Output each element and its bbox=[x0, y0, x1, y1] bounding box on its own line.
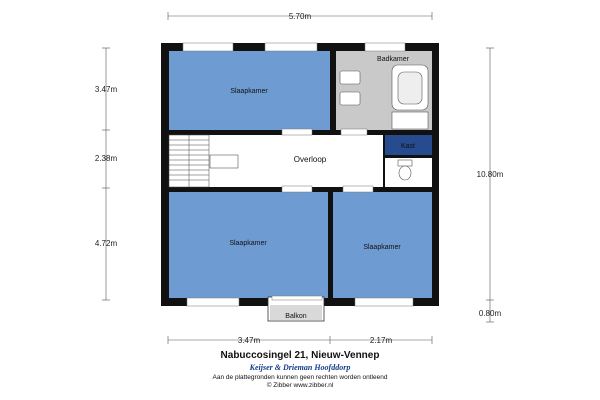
copyright-text: © Zibber www.zibber.nl bbox=[266, 382, 334, 389]
bottom-right-label: 2.17m bbox=[369, 336, 393, 345]
right-dimension-line bbox=[486, 48, 494, 322]
left-bottom-label: 4.72m bbox=[94, 239, 118, 248]
address-title: Nabuccosingel 21, Nieuw-Vennep bbox=[220, 350, 380, 361]
disclaimer-text: Aan de plattegronden kunnen geen rechten worden ontleend bbox=[212, 374, 388, 381]
agency-name: Keijser & Drieman Hoofddorp bbox=[249, 363, 351, 372]
bathroom-label: Badkamer bbox=[377, 56, 409, 63]
closet-label: Kast bbox=[400, 143, 416, 150]
top-width-label: 5.70m bbox=[288, 12, 312, 21]
left-top-label: 3.47m bbox=[94, 85, 118, 94]
right-balcony-label: 0.80m bbox=[478, 309, 502, 318]
right-total-label: 10.80m bbox=[476, 170, 504, 179]
bottom-dimension-line bbox=[168, 336, 432, 344]
bottom-left-label: 3.47m bbox=[237, 336, 261, 345]
left-middle-label: 2.38m bbox=[94, 154, 118, 163]
bedroom-top-label: Slaapkamer bbox=[230, 88, 268, 95]
balcony-label: Balkon bbox=[285, 313, 307, 320]
landing-label: Overloop bbox=[293, 155, 327, 164]
bedroom-bottom-left-label: Slaapkamer bbox=[229, 240, 267, 247]
toilet bbox=[398, 160, 412, 180]
bedroom-bottom-right-label: Slaapkamer bbox=[363, 244, 401, 251]
